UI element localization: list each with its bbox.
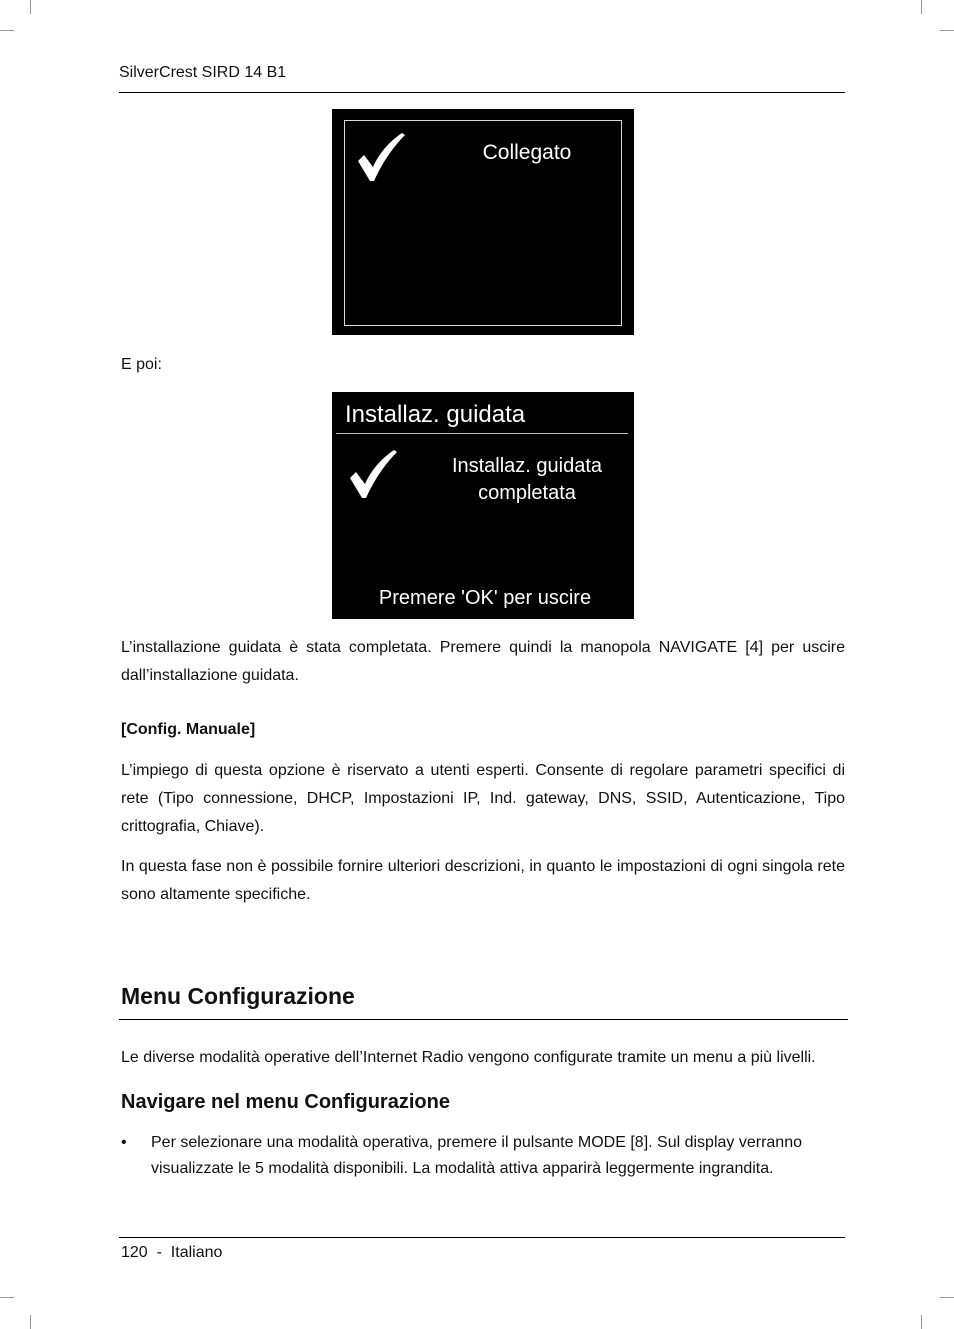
crop-mark	[921, 1315, 922, 1329]
crop-mark	[940, 30, 954, 31]
screen-message-line2: completata	[478, 482, 576, 504]
manual-config-heading: [Config. Manuale]	[121, 721, 256, 738]
paragraph-manual-1: L’impiego di questa opzione è riservato a utenti esperti. Consente di regolare parametri specifici di rete (Tipo connessione, DHCP, Impostazioni IP, Ind. gateway, DNS, SSID, Autenticazione, Tipo crittografia, Chiave).	[121, 762, 845, 835]
checkmark-icon	[346, 448, 400, 502]
display-screenshot-wizard-complete	[332, 392, 634, 619]
paragraph-wizard-done: L’installazione guidata è stata completata. Premere quindi la manopola NAVIGATE [4] per uscire dall’installazione guidata.	[121, 639, 845, 684]
bullet-marker: •	[121, 1134, 127, 1151]
crop-mark	[0, 1297, 14, 1298]
paragraph-manual-2: In questa fase non è possibile fornire ulteriori descrizioni, in quanto le impostazioni di ogni singola rete sono altamente specifiche.	[121, 858, 845, 903]
screen-footer: Premere 'OK' per uscire	[378, 587, 592, 609]
crop-mark	[30, 1315, 31, 1329]
screen-title: Installaz. guidata	[345, 401, 526, 428]
crop-mark	[30, 0, 31, 14]
crop-mark	[940, 1297, 954, 1298]
subsection-title: Navigare nel menu Configurazione	[121, 1091, 450, 1113]
section-title: Menu Configurazione	[121, 983, 355, 1009]
section-rule	[119, 1019, 848, 1020]
screen-title-rule	[336, 433, 628, 434]
screen-message	[427, 453, 627, 507]
display-screenshot-connected	[332, 109, 634, 335]
crop-mark	[0, 30, 14, 31]
section-intro: Le diverse modalità operative dell’Internet Radio vengono configurate tramite un menu a più livelli.	[121, 1049, 816, 1066]
page-number: 120 - Italiano	[121, 1244, 223, 1261]
then-label: E poi:	[121, 356, 162, 373]
footer-rule	[119, 1237, 845, 1238]
screen-message-line1: Installaz. guidata	[451, 455, 603, 477]
header-rule	[119, 92, 845, 93]
crop-mark	[921, 0, 922, 14]
screen-message: Collegato	[482, 141, 572, 164]
list-item-text: Per selezionare una modalità operativa, premere il pulsante MODE [8]. Sul display verranno visualizzate le 5 modalità disponibili. La modalità attiva apparirà leggermente ingrandita.	[151, 1134, 802, 1177]
page-header: SilverCrest SIRD 14 B1	[119, 64, 287, 81]
checkmark-icon	[354, 131, 408, 185]
